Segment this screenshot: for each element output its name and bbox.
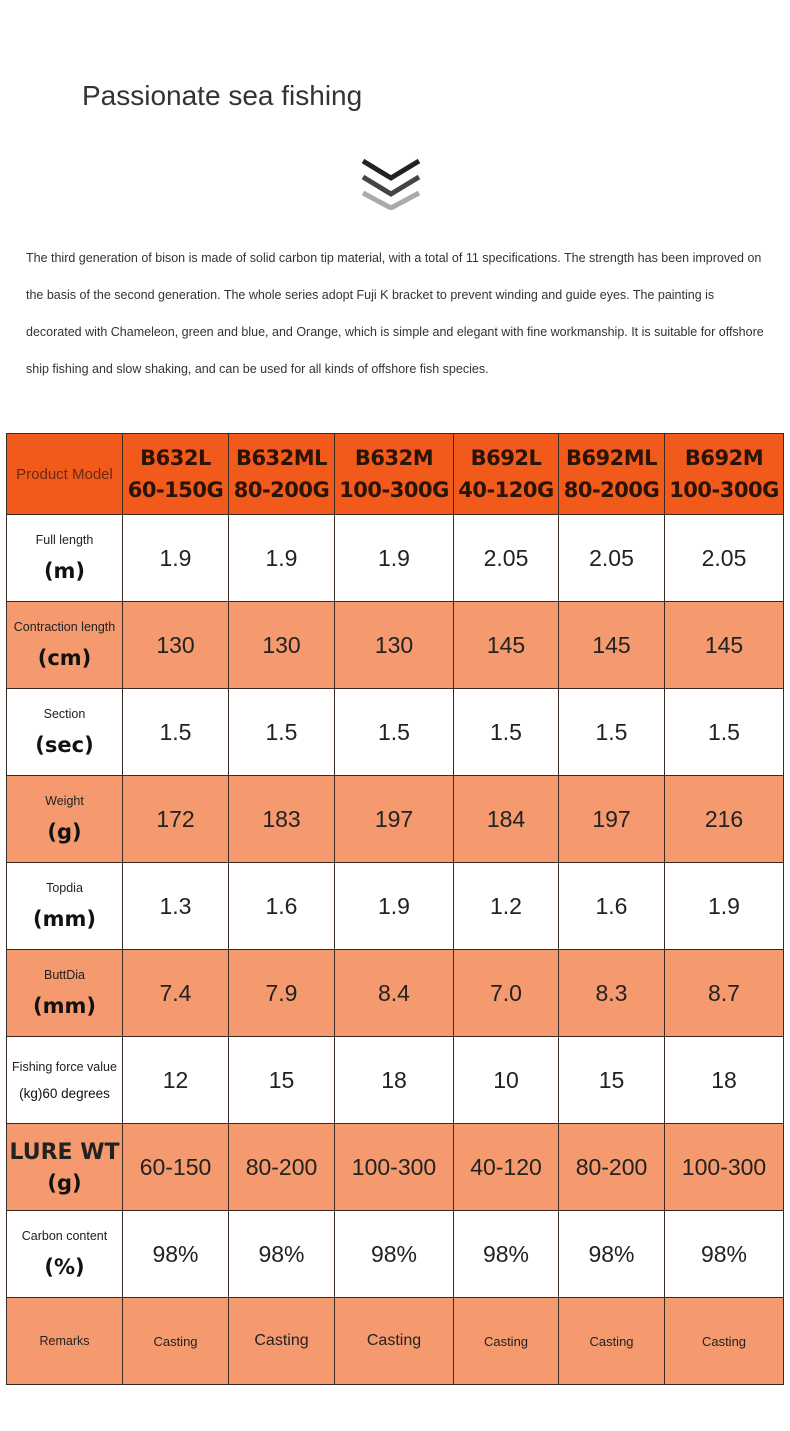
table-row	[7, 776, 784, 863]
model-range: 80-200G	[233, 478, 330, 502]
value-cell: Casting	[123, 1298, 229, 1385]
model-name: B632M	[354, 446, 434, 470]
value-cell: 18	[665, 1037, 784, 1124]
value-cell: 1.5	[335, 689, 454, 776]
value-cell: 1.5	[665, 689, 784, 776]
row-unit: (kg)60 degrees	[19, 1085, 110, 1101]
row-label: ButtDia	[44, 968, 85, 982]
value-cell: 1.3	[123, 863, 229, 950]
row-unit: (g)	[47, 1170, 82, 1195]
table-row	[7, 602, 784, 689]
value-cell: 98%	[335, 1211, 454, 1298]
table-row	[7, 1124, 784, 1211]
value-cell: 7.4	[123, 950, 229, 1037]
row-label: Remarks	[39, 1334, 90, 1348]
value-cell: 130	[335, 602, 454, 689]
row-label-cell	[7, 689, 123, 776]
chevrons-down-icon	[360, 158, 422, 210]
model-cell	[665, 434, 784, 515]
value-cell: 18	[335, 1037, 454, 1124]
row-label-cell	[7, 1298, 123, 1385]
value-cell: 100-300	[335, 1124, 454, 1211]
value-cell: 1.9	[123, 515, 229, 602]
value-cell: 172	[123, 776, 229, 863]
row-unit: (mm)	[33, 994, 96, 1018]
model-range: 40-120G	[458, 478, 554, 502]
row-label: Full length	[35, 533, 94, 547]
value-cell: 1.9	[335, 515, 454, 602]
value-cell: 145	[454, 602, 559, 689]
value-cell: 145	[559, 602, 665, 689]
model-range: 100-300G	[669, 478, 779, 502]
value-cell: 2.05	[559, 515, 665, 602]
header-label: Product Model	[7, 434, 123, 515]
row-label-cell	[7, 950, 123, 1037]
value-cell: 1.9	[665, 863, 784, 950]
model-range: 60-150G	[127, 478, 224, 502]
value-cell: 1.6	[559, 863, 665, 950]
value-cell: Casting	[229, 1298, 335, 1385]
value-cell: 15	[229, 1037, 335, 1124]
value-cell: Casting	[335, 1298, 454, 1385]
row-label: LURE WT	[9, 1139, 120, 1165]
row-unit: (m)	[43, 559, 86, 583]
row-label: Topdia	[46, 881, 83, 895]
value-cell: 10	[454, 1037, 559, 1124]
value-cell: 15	[559, 1037, 665, 1124]
value-cell: 60-150	[123, 1124, 229, 1211]
row-label-cell	[7, 602, 123, 689]
row-unit: (g)	[47, 820, 82, 844]
row-label-cell	[7, 1124, 123, 1211]
model-name: B692M	[684, 446, 764, 470]
value-cell: 80-200	[559, 1124, 665, 1211]
page-title: Passionate sea fishing	[82, 80, 363, 111]
value-cell: 1.9	[335, 863, 454, 950]
value-cell: 184	[454, 776, 559, 863]
model-cell	[229, 434, 335, 515]
value-cell: 100-300	[665, 1124, 784, 1211]
table-row	[7, 1037, 784, 1124]
row-label-cell	[7, 515, 123, 602]
value-cell: 183	[229, 776, 335, 863]
value-cell: 1.6	[229, 863, 335, 950]
value-cell: 98%	[229, 1211, 335, 1298]
value-cell: 130	[229, 602, 335, 689]
value-cell: 7.9	[229, 950, 335, 1037]
table-row	[7, 950, 784, 1037]
value-cell: 8.7	[665, 950, 784, 1037]
value-cell: 7.0	[454, 950, 559, 1037]
value-cell: 40-120	[454, 1124, 559, 1211]
table-row	[7, 1298, 784, 1385]
model-name: B632ML	[235, 446, 328, 470]
row-label: Carbon content	[21, 1229, 108, 1243]
value-cell: Casting	[665, 1298, 784, 1385]
value-cell: 1.5	[229, 689, 335, 776]
value-cell: 98%	[559, 1211, 665, 1298]
row-label-cell	[7, 1211, 123, 1298]
model-name: B692L	[470, 446, 542, 470]
row-label: Fishing force value	[12, 1059, 117, 1074]
value-cell: 197	[335, 776, 454, 863]
model-cell	[123, 434, 229, 515]
value-cell: 8.4	[335, 950, 454, 1037]
value-cell: 1.5	[454, 689, 559, 776]
value-cell: 197	[559, 776, 665, 863]
value-cell: 1.9	[229, 515, 335, 602]
value-cell: 1.5	[559, 689, 665, 776]
table-row	[7, 1211, 784, 1298]
value-cell: 12	[123, 1037, 229, 1124]
value-cell: 98%	[665, 1211, 784, 1298]
value-cell: Casting	[454, 1298, 559, 1385]
model-name: B692ML	[565, 446, 658, 470]
table-row	[7, 689, 784, 776]
value-cell: 80-200	[229, 1124, 335, 1211]
model-range: 100-300G	[339, 478, 449, 502]
row-unit: (cm)	[37, 646, 92, 670]
value-cell: 130	[123, 602, 229, 689]
value-cell: 2.05	[454, 515, 559, 602]
row-label: Weight	[45, 794, 84, 808]
row-unit: (mm)	[33, 907, 96, 931]
row-unit: (%)	[44, 1255, 85, 1279]
model-cell	[559, 434, 665, 515]
row-label-cell	[7, 1037, 123, 1124]
model-name: B632L	[140, 446, 211, 470]
value-cell: 2.05	[665, 515, 784, 602]
spec-table	[6, 433, 784, 1385]
value-cell: 216	[665, 776, 784, 863]
value-cell: 98%	[123, 1211, 229, 1298]
row-label: Section	[43, 707, 86, 721]
row-label-cell	[7, 863, 123, 950]
table-row	[7, 863, 784, 950]
table-row	[7, 515, 784, 602]
model-cell	[454, 434, 559, 515]
product-description: The third generation of bison is made of solid carbon tip material, with a total of 11 specifications. The strength has been improved on the basis of the second generation. The whole series adopt Fuji K bracket to prevent winding and guide eyes. The painting is decorated with Chameleon, green and blue, and Orange, which is simple and elegant with fine workmanship. It is suitable for offshore ship fishing and slow shaking, and can be used for all kinds of offshore fish species.	[26, 251, 764, 376]
value-cell: 98%	[454, 1211, 559, 1298]
value-cell: 1.5	[123, 689, 229, 776]
model-range: 80-200G	[563, 478, 660, 502]
model-cell	[335, 434, 454, 515]
row-label-cell	[7, 776, 123, 863]
row-unit: (sec)	[35, 733, 94, 757]
value-cell: 145	[665, 602, 784, 689]
header-row	[7, 434, 784, 515]
value-cell: Casting	[559, 1298, 665, 1385]
value-cell: 8.3	[559, 950, 665, 1037]
row-label: Contraction length	[13, 620, 116, 634]
value-cell: 1.2	[454, 863, 559, 950]
